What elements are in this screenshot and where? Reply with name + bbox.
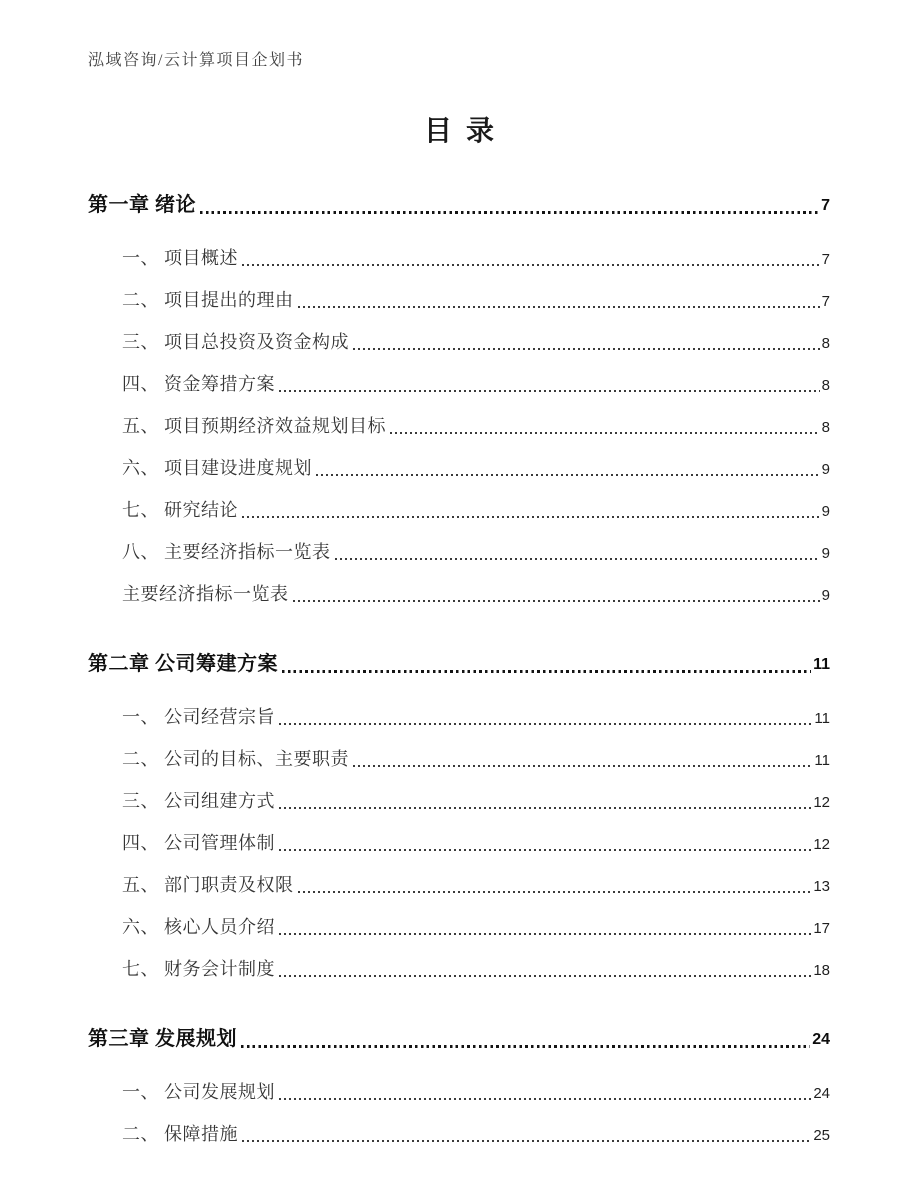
page-number: 9 bbox=[821, 545, 830, 562]
toc-item-row-0-1[interactable] bbox=[88, 288, 830, 313]
dot-leader bbox=[353, 765, 812, 767]
toc-entry-label: 一、 项目概述 bbox=[122, 248, 238, 268]
dot-leader bbox=[279, 390, 820, 392]
dot-leader bbox=[242, 264, 820, 266]
toc-item-row-2-0[interactable] bbox=[88, 1080, 830, 1105]
toc-entry-label: 二、 项目提出的理由 bbox=[122, 290, 294, 310]
toc-item-row-0-2[interactable] bbox=[88, 330, 830, 355]
toc-entry-label: 主要经济指标一览表 bbox=[122, 584, 289, 604]
page-number: 12 bbox=[813, 836, 830, 853]
page-number: 17 bbox=[813, 920, 830, 937]
dot-leader bbox=[279, 807, 811, 809]
page-number: 11 bbox=[814, 752, 830, 769]
dot-leader bbox=[242, 1140, 811, 1142]
dot-leader bbox=[279, 975, 811, 977]
toc-chapter-row-2[interactable] bbox=[88, 1026, 830, 1052]
toc-entry-label: 六、 项目建设进度规划 bbox=[122, 458, 312, 478]
toc-item-row-0-6[interactable] bbox=[88, 498, 830, 523]
toc-entry-label: 四、 公司管理体制 bbox=[122, 833, 275, 853]
page-number: 8 bbox=[821, 335, 830, 352]
dot-leader bbox=[298, 306, 820, 308]
toc-entry-label: 三、 公司组建方式 bbox=[122, 791, 275, 811]
page-number: 18 bbox=[813, 962, 830, 979]
dot-leader bbox=[200, 211, 819, 214]
page-number: 8 bbox=[821, 377, 830, 394]
toc-entry-label: 一、 公司经营宗旨 bbox=[122, 707, 275, 727]
toc-entry-label: 三、 项目总投资及资金构成 bbox=[122, 332, 349, 352]
dot-leader bbox=[298, 891, 812, 893]
toc-entry-label: 四、 资金筹措方案 bbox=[122, 374, 275, 394]
toc-item-row-1-5[interactable] bbox=[88, 915, 830, 940]
page-number: 24 bbox=[812, 1031, 830, 1048]
dot-leader bbox=[390, 432, 820, 434]
dot-leader bbox=[241, 1045, 810, 1048]
page-number: 8 bbox=[821, 419, 830, 436]
dot-leader bbox=[279, 933, 811, 935]
toc-item-row-2-1[interactable] bbox=[88, 1122, 830, 1147]
toc-entry-label: 八、 主要经济指标一览表 bbox=[122, 542, 331, 562]
dot-leader bbox=[279, 1098, 811, 1100]
page-number: 13 bbox=[813, 878, 830, 895]
toc-entry-label: 第二章 公司筹建方案 bbox=[88, 653, 278, 675]
toc-entry-label: 五、 部门职责及权限 bbox=[122, 875, 294, 895]
toc-title: 目录 bbox=[423, 116, 508, 147]
toc-chapter-row-0[interactable] bbox=[88, 192, 830, 218]
dot-leader bbox=[293, 600, 820, 602]
dot-leader bbox=[282, 670, 811, 673]
toc-entry-label: 第一章 绪论 bbox=[88, 194, 196, 216]
dot-leader bbox=[316, 474, 820, 476]
toc-item-row-0-4[interactable] bbox=[88, 414, 830, 439]
dot-leader bbox=[353, 348, 820, 350]
toc-chapter-row-1[interactable] bbox=[88, 651, 830, 677]
toc-entry-label: 五、 项目预期经济效益规划目标 bbox=[122, 416, 386, 436]
toc-entry-label: 第三章 发展规划 bbox=[88, 1028, 237, 1050]
toc-item-row-1-3[interactable] bbox=[88, 831, 830, 856]
page-number: 9 bbox=[821, 503, 830, 520]
toc-list bbox=[88, 192, 830, 1147]
toc-entry-label: 六、 核心人员介绍 bbox=[122, 917, 275, 937]
toc-item-row-1-1[interactable] bbox=[88, 747, 830, 772]
toc-item-row-0-8[interactable] bbox=[88, 582, 830, 607]
dot-leader bbox=[242, 516, 820, 518]
toc-item-row-0-0[interactable] bbox=[88, 246, 830, 271]
document-header: 泓域咨询/云计算项目企划书 bbox=[88, 52, 304, 69]
toc-entry-label: 七、 研究结论 bbox=[122, 500, 238, 520]
toc-item-row-1-6[interactable] bbox=[88, 957, 830, 982]
dot-leader bbox=[335, 558, 820, 560]
page-number: 9 bbox=[821, 461, 830, 478]
toc-item-row-1-4[interactable] bbox=[88, 873, 830, 898]
page-number: 11 bbox=[813, 656, 830, 673]
page-number: 7 bbox=[821, 251, 830, 268]
toc-item-row-1-2[interactable] bbox=[88, 789, 830, 814]
toc-entry-label: 七、 财务会计制度 bbox=[122, 959, 275, 979]
page-number: 7 bbox=[821, 197, 830, 214]
toc-entry-label: 一、 公司发展规划 bbox=[122, 1082, 275, 1102]
toc-item-row-1-0[interactable] bbox=[88, 705, 830, 730]
page-number: 9 bbox=[821, 587, 830, 604]
toc-item-row-0-7[interactable] bbox=[88, 540, 830, 565]
dot-leader bbox=[279, 723, 812, 725]
toc-item-row-0-3[interactable] bbox=[88, 372, 830, 397]
page-number: 11 bbox=[814, 710, 830, 727]
dot-leader bbox=[279, 849, 811, 851]
toc-entry-label: 二、 保障措施 bbox=[122, 1124, 238, 1144]
page-number: 24 bbox=[813, 1085, 830, 1102]
page-number: 12 bbox=[813, 794, 830, 811]
page-number: 7 bbox=[821, 293, 830, 310]
toc-entry-label: 二、 公司的目标、主要职责 bbox=[122, 749, 349, 769]
toc-item-row-0-5[interactable] bbox=[88, 456, 830, 481]
page-number: 25 bbox=[813, 1127, 830, 1144]
